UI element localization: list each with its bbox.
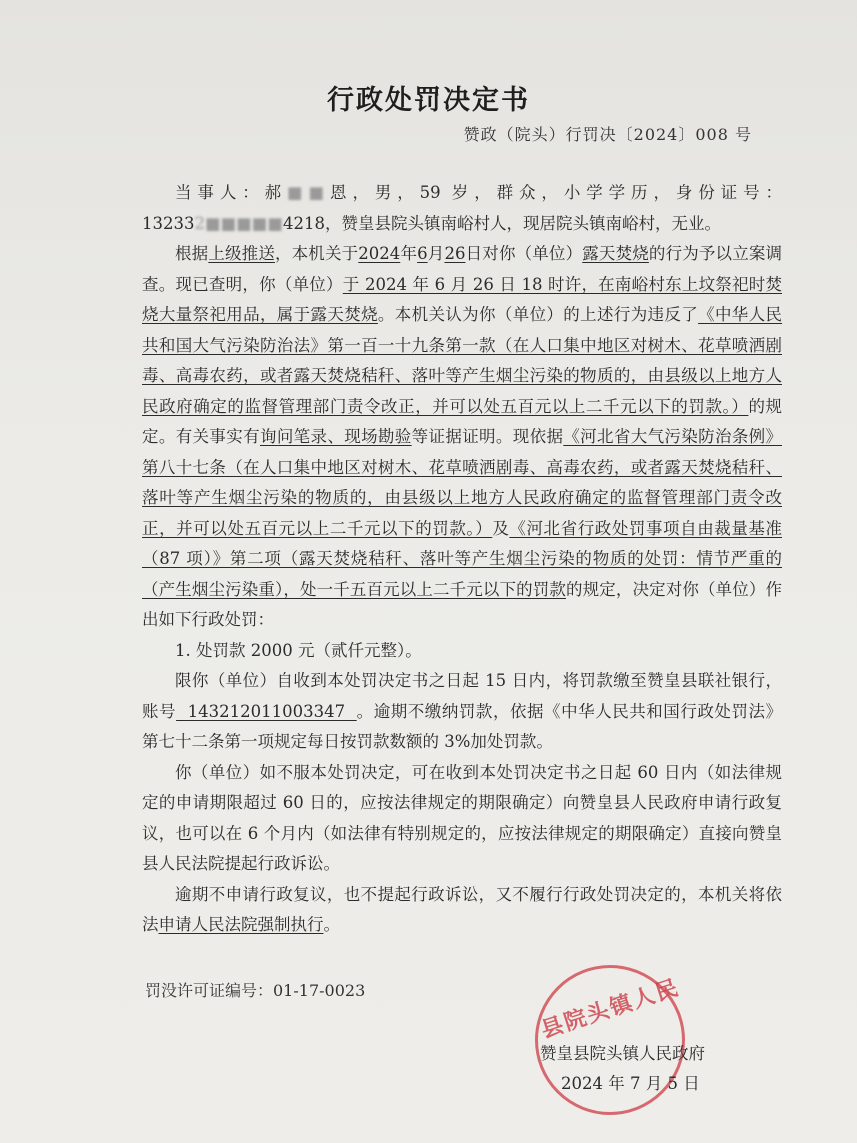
document-body	[142, 178, 782, 941]
document-title: 行政处罚决定书	[327, 85, 530, 116]
party-id-tail: 4218，赞皇县院头镇南峪村人，现居院头镇南峪村，无业。	[282, 213, 721, 233]
redacted-id: 2■■■■■	[194, 213, 283, 233]
permit-number: 罚没许可证编号：01-17-0023	[145, 981, 366, 1000]
party-info	[142, 178, 782, 239]
redacted-name: ■■	[287, 183, 331, 202]
payment-paragraph: 限你（单位）自收到本处罚决定书之日起 15 日内，将罚款缴至赞皇县联社银行，账号 143212011003347 。逾期不缴纳罚款，依据《中华人民共和国行政处罚法》第七十二条第一项规定每日按罚款数额的 3%加处罚款。	[142, 671, 783, 751]
penalty-item: 1. 处罚款 2000 元（贰仟元整）。	[175, 640, 422, 660]
document-number: 赞政（院头）行罚决〔2024〕008 号	[463, 125, 752, 144]
case-paragraph: 根据上级推送，本机关于2024年6月26日对你（单位）露天焚烧的行为予以立案调查。现已查明，你（单位）于 2024 年 6 月 26 日 18 时许，在南峪村东上坟祭祀时焚烧大量祭祀用品，属于露天焚烧。本机关认为你（单位）的上述行为违反了《中华人民共和国大气污染防治法》第一百一十九条第一款（在人口集中地区对树木、花草喷洒剧毒、高毒农药，或者露天焚烧秸秆、落叶等产生烟尘污染的物质的，由县级以上地方人民政府确定的监督管理部门责令改正，并可以处五百元以上二千元以下的罚款。）的规定。有关事实有询问笔录、现场勘验等证据证明。现依据《河北省大气污染防治条例》第八十七条（在人口集中地区对树木、花草喷洒剧毒、高毒农药，或者露天焚烧秸秆、落叶等产生烟尘污染的物质的，由县级以上地方人民政府确定的监督管理部门责令改正，并可以处五百元以上二千元以下的罚款。）及《河北省行政处罚事项自由裁量基准（87 项）》第二项（露天焚烧秸秆、落叶等产生烟尘污染的物质的处罚：情节严重的（产生烟尘污染重），处一千五百元以上二千元以下的罚款的规定，决定对你（单位）作出如下行政处罚：	[142, 244, 783, 629]
issuing-authority: 赞皇县院头镇人民政府	[540, 1044, 705, 1063]
bank-account: 143212011003347	[176, 701, 357, 721]
appeal-paragraph: 你（单位）如不服本处罚决定，可在收到本处罚决定书之日起 60 日内（如法律规定的申请期限超过 60 日的，应按法律规定的期限确定）向赞皇县人民政府申请行政复议，也可以在 6 个月内（如法律有特别规定的，应按法律规定的期限确定）直接向赞皇县人民法院提起行政诉讼。	[142, 762, 782, 873]
issue-date: 2024 年 7 月 5 日	[561, 1074, 700, 1093]
enforcement-paragraph: 逾期不申请行政复议，也不提起行政诉讼，又不履行行政处罚决定的，本机关将依法申请人民法院强制执行。	[142, 884, 782, 934]
seal-text: 县院头镇人民	[537, 974, 683, 1044]
party-suffix: 恩，男，59 岁，群众，小学学历，身份证号：13233	[142, 183, 782, 233]
party-prefix: 当事人：郝	[175, 183, 288, 202]
